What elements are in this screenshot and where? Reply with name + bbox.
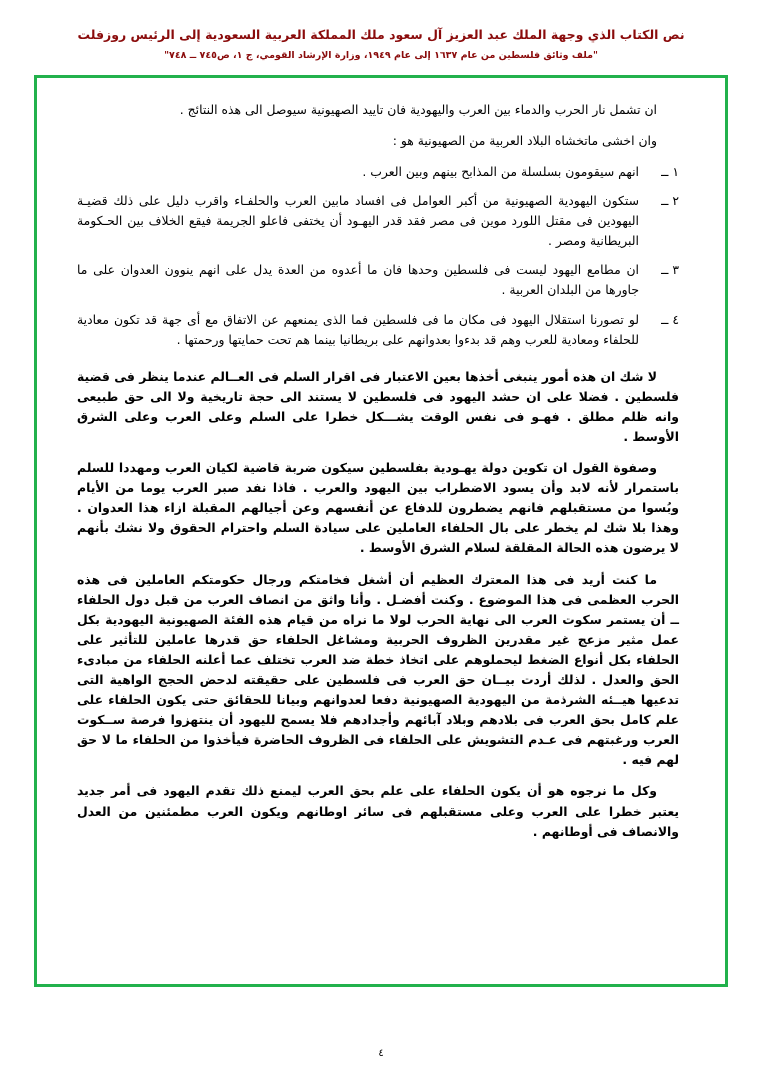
list-item-text: انهم سيقومون بسلسلة من المذابح بينهم وبين العرب . [362, 163, 639, 179]
page-subtitle: "ملف وثائق فلسطين من عام ١٦٣٧ إلى عام ١٩٤٩، وزارة الإرشاد القومي، ج ١، ص٧٤٥ ــ ٧٤٨" [164, 49, 598, 61]
list-item-text: ان مطامع اليهود ليست فى فلسطين وحدها فان ما أعدوه من العدة يدل على انهم ينوون العدوان على ما جاورها من البلدان العربية . [77, 262, 639, 298]
list-item [77, 191, 679, 251]
page-title: نص الكتاب الذي وجهة الملك عبد العزيز آل سعود ملك المملكة العربية السعودية إلى الرئيس روزفلت [77, 27, 685, 42]
document-body [77, 100, 679, 842]
paragraph-4: وصفوة القول ان تكوين دولة يهـودية بفلسطين سيكون ضربة قاضية لكيان العرب ومهددا للسلم باستمرار لأنه لابد وأن يسود الاضطراب بين اليهود والعرب . فاذا نفد صبر العرب يوما من الأيام وبُسوا من مستقبلهم فانهم يضطرون للدفاع عن أنفسهم وعن أجيالهم المقبلة ازاء هذا العدوان . وهذا بلا شك لم يخطر على بال الحلفاء العاملين على سيادة السلم واحترام الحقوق ولا نشك بأنهم لا يرضون هذه الحالة المقلقة لسلام الشرق الأوسط . [77, 460, 679, 556]
list-item-text: ستكون اليهودية الصهيونية من أكبر العوامل فى افساد مابين العرب والحلفـاء واقرب دليل على ذلك قضيـة اليهودين فى مقتل اللورد موين فى مصر فقد قدر اليهـود أن يختفى فاعلو الجريمة فيقع الخلاف بين الحـكومة البريطانية ومصر . [77, 193, 639, 249]
paragraph-3: لا شك ان هذه أمور ينبغى أخذها بعين الاعتبار فى اقرار السلم فى العــالم عندما ينظر فى قضية فلسطين . فضلا على ان حشد اليهود فى فلسطين لا يستند الى حجة تاريخية ولا الى حق طبيعى وانه ظلم مطلق . فهـو فى نفس الوقت يشـــكل خطرا على السلم وعلى العرب وعلى الشرق الأوسط . [77, 368, 679, 444]
page-number: ٤ [378, 1048, 384, 1059]
paragraph-2: وان اخشى ماتخشاه البلاد العربية من الصهيونية هو : [392, 132, 657, 148]
list-item-marker: ٤ ــ [661, 311, 679, 327]
list-item-text: لو تصورنا استقلال اليهود فى مكان ما فى فلسطين فما الذى يمنعهم عن الاتفاق مع أى جهة قد تكون معادية للحلفاء ومعادية للعرب وهم قد بدءوا بعدوانهم على بريطانيا بينما هم تحت حمايتها ورحمتها . [77, 311, 639, 347]
paragraph-5: ما كنت أريد فى هذا المعترك العظيم أن أشغل فخامتكم ورجال حكومتكم العاملين فى هذه الحرب العظمى فى هذا الموضوع . وكنت أفضـل . وأنا واثق من انصاف العرب من قبل دول الحلفاء ــ أن يستمر سكوت العرب الى نهاية الحرب لولا ما نراه من قيام هذه الفئة الصهيونية اليهودية بكل عمل مثير مزعج غير مقدرين الظروف الحربية ومشاغل الحلفاء حق قدرها عاملين للتأثير على الحلفاء بكل أنواع الضغط ليحملوهم على اتخاذ خطة ضد العرب تختلف عما أعلنه الحلفاء من مبادىء الحق والعدل . لذلك أردت بيــان حق العرب فى فلسطين على حقيقته لدحض الحجج الواهية التى تدعيها هيــئه الشرذمة من اليهودية الصهيونية دفعا لعدوانهم وبيانا للحقائق حتى يكون الحلفاء على علم كامل بحق العرب فى بلادهم وبلاد آبائهم وأجدادهم فلا يسمح لليهود أن ينتهزوا فرصة ســكوت العرب ورغبتهم فى عـدم التشويش على الحلفاء فى الظروف الحاضرة فيأخذوا من الحلفاء ما لا حق لهم فيه . [77, 571, 679, 768]
list-item [77, 260, 679, 300]
content-frame [34, 75, 728, 987]
list-item-marker: ٣ ــ [661, 262, 679, 278]
list-item-marker: ٢ ــ [661, 193, 679, 209]
list-item [77, 310, 679, 350]
list-item-marker: ١ ــ [661, 163, 679, 179]
numbered-list [77, 162, 679, 350]
paragraph-6: وكل ما نرجوه هو أن يكون الحلفاء على علم بحق العرب ليمنع ذلك تقدم اليهود فى أمر جديد يعتبر خطرا على العرب وعلى مستقبلهم فى سائر اوطانهم ويكون العرب مطمئنين من العدل والانصاف فى أوطانهم . [77, 783, 679, 839]
list-item [77, 162, 679, 182]
paragraph-1: ان تشمل نار الحرب والدماء بين العرب واليهودية فان تاييد الصهيونية سيوصل الى هذه النتائج . [179, 101, 657, 117]
